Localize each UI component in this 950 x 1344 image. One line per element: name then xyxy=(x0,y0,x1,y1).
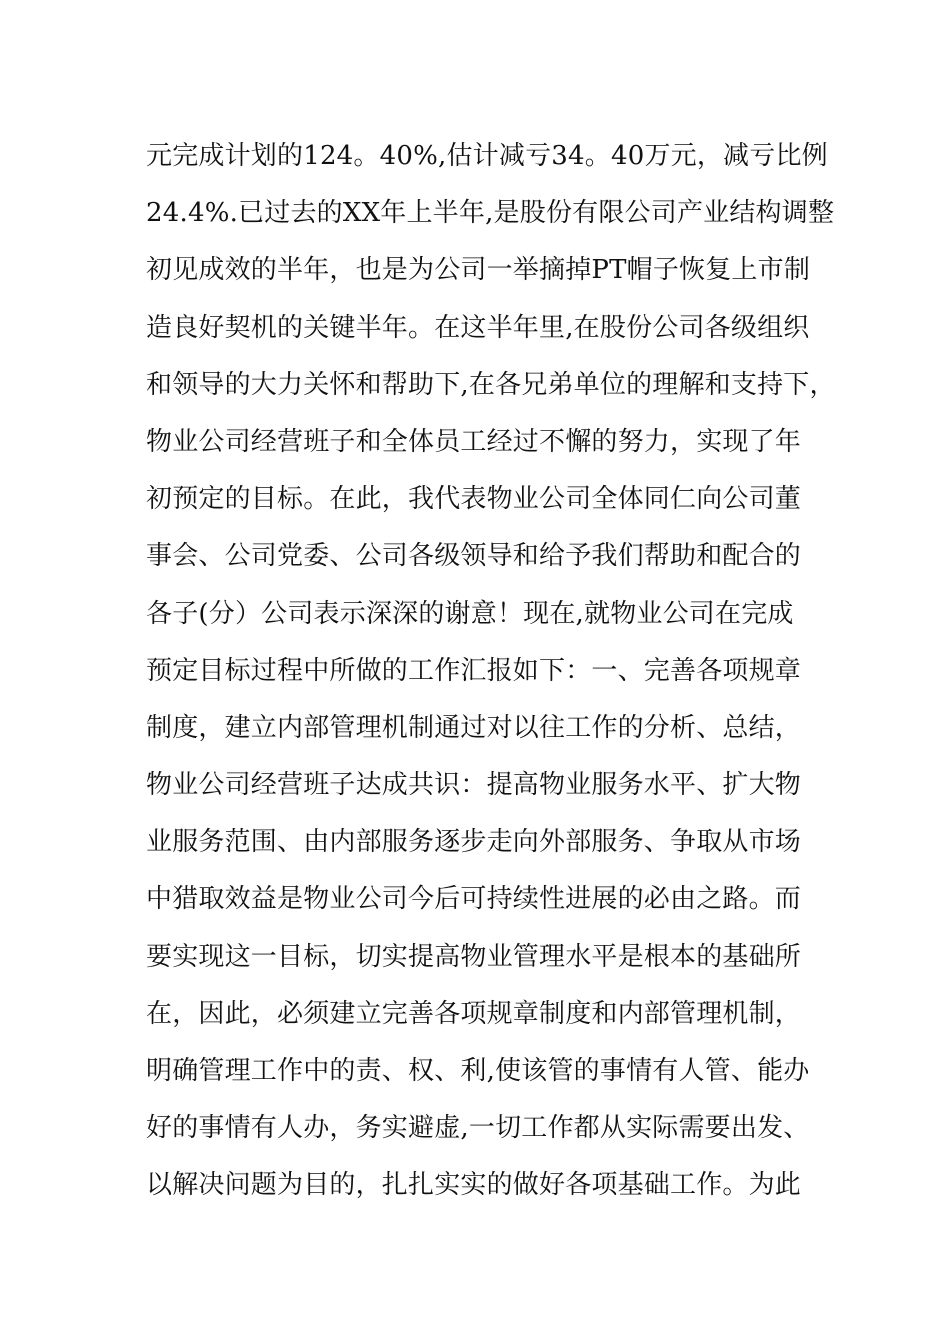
text-line: 造良好契机的关键半年。在这半年里,在股份公司各级组织 xyxy=(146,312,810,343)
text-line: 明确管理工作中的责、权、利,使该管的事情有人管、能办 xyxy=(146,1056,810,1086)
text-line: 初预定的目标。在此，我代表物业公司全体同仁向公司董 xyxy=(146,484,802,515)
text-line: 好的事情有人办，务实避虚,一切工作都从实际需要出发、 xyxy=(146,1113,810,1144)
text-line: 要实现这一目标，切实提高物业管理水平是根本的基础所 xyxy=(146,941,802,972)
text-line: 预定目标过程中所做的工作汇报如下：一、完善各项规章 xyxy=(146,655,802,686)
text-line: 物业公司经营班子达成共识：提高物业服务水平、扩大物 xyxy=(146,770,802,801)
text-line: 在，因此，必须建立完善各项规章制度和内部管理机制， xyxy=(146,998,802,1029)
text-line: 中猎取效益是物业公司今后可持续性进展的必由之路。而 xyxy=(146,884,802,915)
body-text xyxy=(146,128,836,1215)
text-line: 以解决问题为目的，扎扎实实的做好各项基础工作。为此 xyxy=(146,1170,802,1201)
text-line: 各子(分）公司表示深深的谢意！现在,就物业公司在完成 xyxy=(146,598,794,629)
text-line: 初见成效的半年，也是为公司一举摘掉PT帽子恢复上市制 xyxy=(146,255,811,286)
text-line: 元完成计划的124。40%,估计减亏34。40万元，减亏比例 xyxy=(146,141,828,171)
text-line: 业服务范围、由内部服务逐步走向外部服务、争取从市场 xyxy=(146,827,802,858)
text-line: 事会、公司党委、公司各级领导和给予我们帮助和配合的 xyxy=(146,541,802,572)
text-line: 24.4%.已过去的XX年上半年,是股份有限公司产业结构调整 xyxy=(146,198,835,229)
text-line: 制度，建立内部管理机制通过对以往工作的分析、总结， xyxy=(146,712,802,743)
text-line: 物业公司经营班子和全体员工经过不懈的努力，实现了年 xyxy=(146,426,802,457)
text-line: 和领导的大力关怀和帮助下,在各兄弟单位的理解和支持下， xyxy=(146,369,836,400)
